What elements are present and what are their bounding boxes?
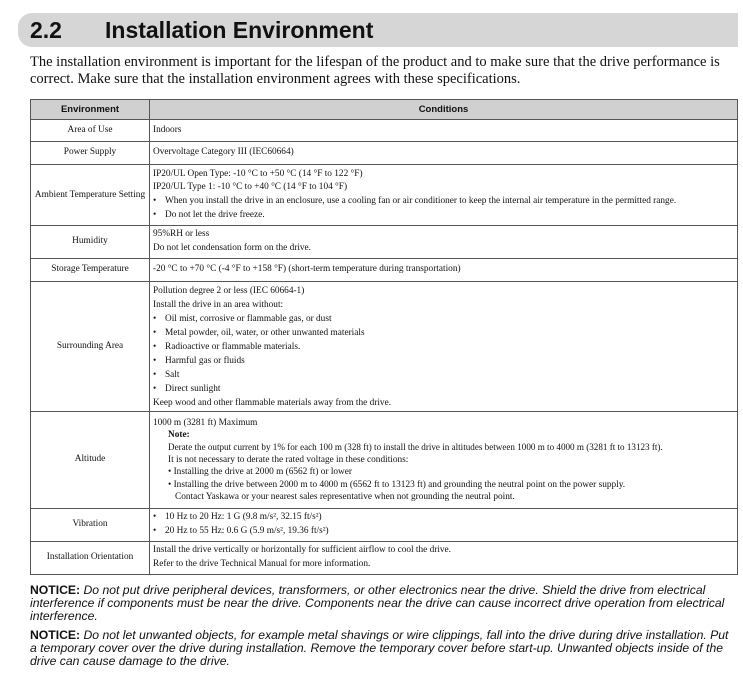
altitude-contact: Contact Yaskawa or your nearest sales representative when not grounding the neutral point. [175,492,515,503]
cond-bullet: • Oil mist, corrosive or flammable gas, or dust [153,312,734,326]
notice-label: NOTICE: [30,583,81,597]
env-label: Vibration [31,509,150,542]
cond-bullet: • Metal powder, oil, water, or other unwanted materials [153,326,734,340]
cond-line: Pollution degree 2 or less (IEC 60664-1) [153,285,305,296]
notice-unwanted-objects [30,629,730,669]
cond-cell [150,412,738,509]
table-row-installation-orientation [31,542,738,575]
altitude-condition: • Installing the drive at 2000 m (6562 ft) or lower [168,467,352,478]
cond-line: Do not let condensation form on the drive. [153,243,312,253]
section-heading [18,13,738,47]
cond-text: -20 °C to +70 °C (-4 °F to +158 °F) (short-term temperature during transportation) [150,259,738,282]
env-label: Altitude [31,412,150,509]
env-label: Ambient Temperature Setting [31,165,150,226]
env-label: Humidity [31,226,150,259]
env-label: Area of Use [31,120,150,142]
table-header-row [31,100,738,120]
cond-bullet: • 10 Hz to 20 Hz: 1 G (9.8 m/s², 32.15 ft/s²) [153,511,734,525]
environment-table [30,99,738,575]
table-row-altitude [31,412,738,509]
note-label: Note: [168,429,190,440]
cond-line: Install the drive vertically or horizontally for sufficient airflow to cool the drive. [153,545,452,556]
cond-bullet: • Salt [153,368,734,382]
table-row-power-supply [31,142,738,165]
cond-bullet: • When you install the drive in an enclosure, use a cooling fan or air conditioner to keep the internal air temperature in the permitted range. [153,195,734,209]
cond-line: 95%RH or less [153,229,210,240]
cond-bullet: • Direct sunlight [153,382,734,396]
table-row-vibration [31,509,738,542]
cond-cell [150,282,738,412]
table-row-ambient-temperature [31,165,738,226]
env-label: Power Supply [31,142,150,165]
cond-cell [150,542,738,575]
altitude-condition: • Installing the drive between 2000 m to 4000 m (6562 ft to 13123 ft) and grounding the neutral point on the power supply. [168,479,626,490]
cond-bullet: • Radioactive or flammable materials. [153,340,734,354]
cond-text: Overvoltage Category III (IEC60664) [150,142,738,165]
cond-line: Refer to the drive Technical Manual for more information. [153,559,371,569]
cond-bullet: • 20 Hz to 55 Hz: 0.6 G (5.9 m/s², 19.36 ft/s²) [153,525,734,539]
env-label: Installation Orientation [31,542,150,575]
section-number: 2.2 [30,16,62,43]
notice-text: Do not let unwanted objects, for example metal shavings or wire clippings, fall into the drive during drive installation. Put a temporary cover over the drive during installation. Remove the temporary cover before start-up. Unwanted objects inside of the drive can cause damage to the drive. [30,628,729,669]
cond-text: Indoors [150,120,738,142]
notice-text: Do not put drive peripheral devices, transformers, or other electronics near the drive. Shield the drive from electrical interference if components must be near the drive. Components near the drive can cause incorrect drive operation from electrical interference. [30,583,725,624]
altitude-not-necessary: It is not necessary to derate the rated voltage in these conditions: [168,454,409,465]
cond-bullet: • Do not let the drive freeze. [153,209,734,223]
altitude-max: 1000 m (3281 ft) Maximum [153,417,258,428]
header-conditions: Conditions [150,100,738,120]
cond-cell [150,165,738,226]
table-row-humidity [31,226,738,259]
table-row-surrounding-area [31,282,738,412]
table-row-storage-temperature [31,259,738,282]
table-row-area-of-use [31,120,738,142]
env-label: Surrounding Area [31,282,150,412]
cond-line: Install the drive in an area without: [153,299,284,310]
notice-label: NOTICE: [30,628,81,642]
altitude-derate: Derate the output current by 1% for each 100 m (328 ft) to install the drive in altitudes between 1000 m to 4000 m (3281 ft to 13123 ft). [168,442,663,453]
cond-cell [150,226,738,259]
notice-peripheral-devices [30,584,730,624]
cond-bullet: • Harmful gas or fluids [153,354,734,368]
cond-cell [150,509,738,542]
header-environment: Environment [31,100,150,120]
altitude-note-block [153,429,734,503]
cond-line: Keep wood and other flammable materials away from the drive. [153,397,392,408]
intro-paragraph: The installation environment is important for the lifespan of the product and to make sure that the drive performance is correct. Make sure that the installation environment agrees with these specifications. [30,54,720,87]
section-title: Installation Environment [105,16,374,43]
env-label: Storage Temperature [31,259,150,282]
cond-line: IP20/UL Open Type: -10 °C to +50 °C (14 °F to 122 °F) [153,168,363,179]
cond-line: IP20/UL Type 1: -10 °C to +40 °C (14 °F to 104 °F) [153,182,348,193]
